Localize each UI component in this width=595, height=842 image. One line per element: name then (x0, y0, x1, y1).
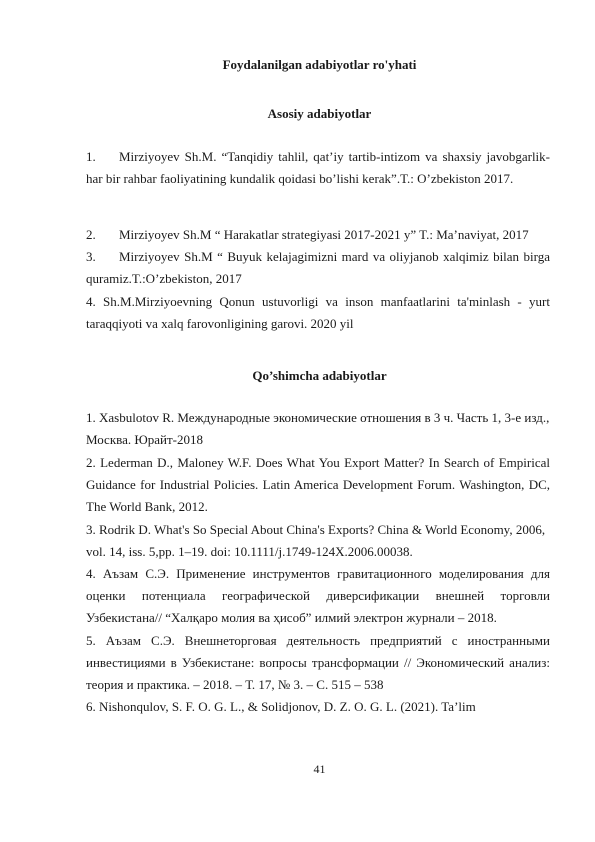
reference-text: Mirziyoyev Sh.M “ Buyuk kelajagimizni mard va oliyjanob xalqimiz bilan birga quramiz.T.:O’zbekiston, 2017 (86, 249, 550, 286)
main-literature-heading: Asosiy adabiyotlar (267, 106, 372, 121)
reference-item: 4. Аъзам С.Э. Применение инструментов гравитационного моделирования для оценки потенциала географической диверсификации внешней торговли Узбекистана// “Халқаро молия ва ҳисоб” илмий электрон журнали – 2018. (86, 566, 550, 625)
page-number: 41 (313, 762, 326, 776)
additional-literature-heading: Qo’shimcha adabiyotlar (252, 368, 387, 383)
reference-number: 3. (86, 249, 96, 264)
reference-number: 1. (86, 149, 96, 164)
page-title: Foydalanilgan adabiyotlar ro'yhati (222, 57, 417, 72)
reference-item (86, 146, 550, 190)
reference-item (86, 246, 550, 290)
reference-item (86, 224, 550, 246)
reference-item: 3. Rodrik D. What's So Special About China's Exports? China & World Economy, 2006, vol. 14, iss. 5,pp. 1–19. doi: 10.1111/j.1749-124X.2006.00038. (86, 522, 546, 559)
reference-text: Mirziyoyev Sh.M “ Harakatlar strategiyasi 2017-2021 y” T.: Ma’naviyat, 2017 (119, 227, 529, 242)
reference-item: 5. Аъзам С.Э. Внешнеторговая деятельность предприятий с иностранными инвестициями в Узбекистане: вопросы трансформации // Экономический анализ: теория и практика. – 2018. – Т. 17, № 3. – С. 515 – 538 (86, 633, 550, 692)
reference-text: 4. Sh.M.Mirziyoevning Qonun ustuvorligi va inson manfaatlarini ta'minlash - yurt taraqqiyoti va xalq farovonligining garovi. 2020 yil (86, 294, 550, 331)
reference-item: 1. Xasbulotov R. Международные экономические отношения в 3 ч. Часть 1, 3-е изд., Москва. Юрайт-2018 (86, 410, 550, 447)
reference-item: 2. Lederman D., Maloney W.F. Does What You Export Matter? In Search of Empirical Guidance for Industrial Policies. Latin America Development Forum. Washington, DC, The World Bank, 2012. (86, 455, 550, 514)
reference-text: Mirziyoyev Sh.M. “Tanqidiy tahlil, qat’iy tartib-intizom va shaxsiy javobgarlik- har bir rahbar faoliyatining kundalik qoidasi bo’lishi kerak”.T.: O’zbekiston 2017. (86, 149, 550, 186)
reference-number: 2. (86, 227, 96, 242)
reference-item (86, 291, 550, 335)
reference-item: 6. Nishonqulov, S. F. O. G. L., & Solidjonov, D. Z. O. G. L. (2021). Ta’lim (86, 699, 476, 714)
